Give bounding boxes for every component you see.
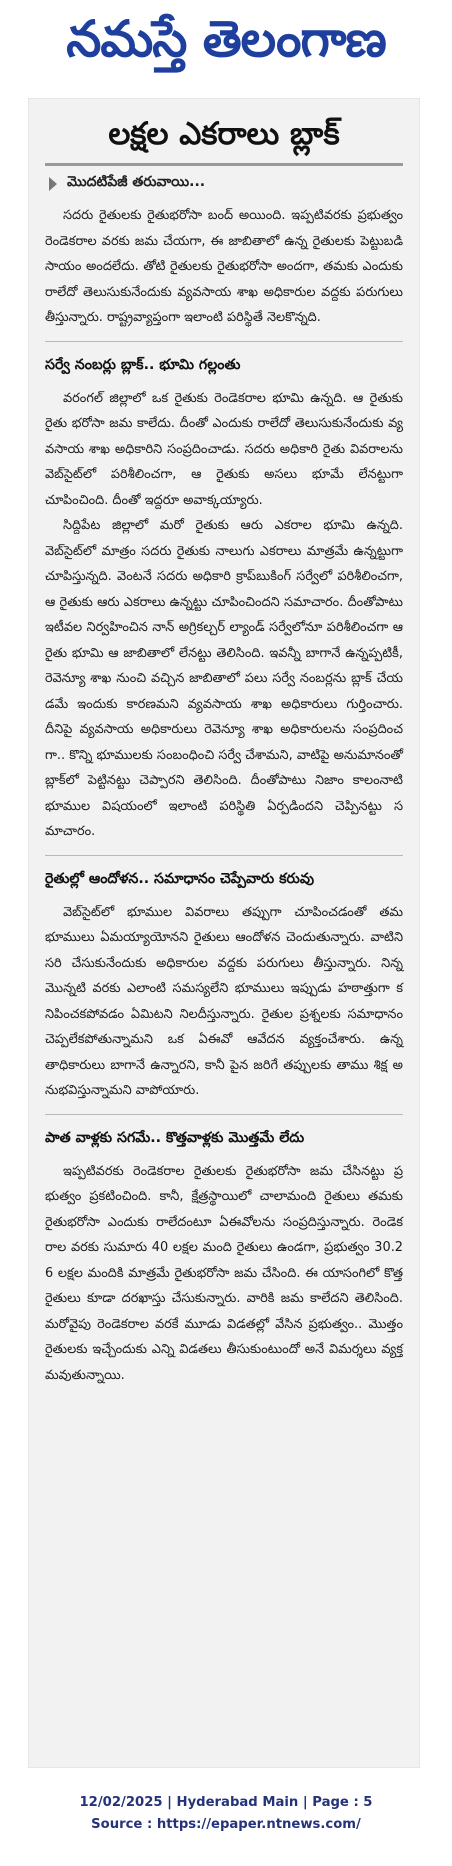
continuation-label: మొదటిపేజీ తరువాయి... — [67, 174, 206, 190]
section-divider — [45, 1114, 403, 1115]
section-paragraph: ఇప్పటివరకు రెండెకరాల రైతులకు రైతుభరోసా జమ చేసినట్టు ప్రభుత్వం ప్రకటించింది. కానీ, క్షేత్రస్థాయిలో చాలామంది రైతులు తమకు రైతుభరోసా ఎందుకు రాలేదంటూ ఏఈవోలను సంప్రదిస్తున్నారు. రెండెకరాల వరకు సుమారు 40 లక్షల మంది రైతులు ఉండగా, ప్రభుత్వం 30.26 లక్షల మందికి మాత్రమే రైతుభరోసా జమ చేసింది. ఈ యాసంగిలో కొత్త రైతులు కూడా దరఖాస్తు చేసుకున్నారు. వారికి జమ కాలేదని తెలిసింది. మరోవైపు రెండెకరాల వరకే మూడు విడతల్లో వేసిన ప్రభుత్వం.. మొత్తం రైతులకు ఇచ్చేందుకు ఎన్ని విడతలు తీసుకుంటుందో అనే విమర్శలు వ్యక్తమవుతున్నాయి. — [45, 1163, 403, 1383]
section-paragraph: వరంగల్ జిల్లాలో ఒక రైతుకు రెండెకరాల భూమి ఉన్నది. ఆ రైతుకు రైతు భరోసా జమ కాలేదు. దీంతో ఎందుకు రాలేదో తెలుసుకునేందుకు వ్యవసాయ శాఖ అధికారిని సంప్రదించాడు. సదరు అధికారి రైతు వివరాలను వెబ్‌సైట్‌లో పరిశీలించగా, ఆ రైతుకు అసలు భూమే లేనట్టుగా చూపించింది. దీంతో ఇద్దరూ అవాక్కయ్యారు. — [45, 390, 403, 508]
newspaper-logo: నమస్తే తెలంగాణ — [66, 10, 386, 68]
section-paragraph: వెబ్‌సైట్‌లో భూముల వివరాలు తప్పుగా చూపించడంతో తమ భూములు ఏమయ్యాయోనని రైతులు ఆందోళన చెందుతున్నారు. వాటిని సరి చేసుకునేందుకు అధికారుల వద్దకు పరుగులు తీస్తున్నారు. నిన్న మొన్నటి వరకు ఎలాంటి సమస్యలేని భూములు ఇప్పుడు హఠాత్తుగా కనిపించకపోవడం ఏమిటని నిలదీస్తున్నారు. రైతుల ప్రశ్నలకు సమాధానం చెప్పలేకపోతున్నామని ఒక ఏఈవో ఆవేదన వ్యక్తంచేశారు. ఉన్నతాధికారులు బాగానే ఉన్నారని, కానీ పైన జరిగే తప్పులకు తాము శిక్ష అనుభవిస్తున్నామని వాపోయారు. — [45, 904, 403, 1098]
intro-paragraph: సదరు రైతులకు రైతుభరోసా బంద్ అయింది. ఇప్పటివరకు ప్రభుత్వం రెండెకరాల వరకు జమ చేయగా, ఈ జాబితాలో ఉన్న రైతులకు పెట్టుబడి సాయం అందలేదు. తోటి రైతులకు రైతుభరోసా అందగా, తమకు ఎందుకు రాలేదో తెలుసుకునేందుకు వ్యవసాయ శాఖ అధికారుల వద్దకు పరుగులు తీస్తున్నారు. రాష్ట్రవ్యాప్తంగా ఇలాంటి పరిస్థితే నెలకొన్నది. — [45, 208, 403, 325]
section-divider — [45, 855, 403, 856]
article-headline: లక్షల ఎకరాలు బ్లాక్ — [108, 116, 340, 152]
section-heading: సర్వే నంబర్లు బ్లాక్.. భూమి గల్లంతు — [45, 356, 241, 373]
edition-date-line: 12/02/2025 | Hyderabad Main | Page : 5 — [79, 1795, 373, 1810]
article-clipping — [28, 98, 420, 1768]
arrow-right-icon — [49, 177, 57, 191]
section-heading: రైతుల్లో ఆందోళన.. సమాధానం చెప్పేవారు కరువు — [45, 870, 314, 887]
continuation-line — [45, 174, 403, 193]
source-link[interactable]: Source : https://epaper.ntnews.com/ — [91, 1817, 361, 1832]
section-heading: పాత వాళ్లకు సగమే.. కొత్తవాళ్లకు మొత్తమే లేదు — [45, 1129, 305, 1146]
headline-divider — [45, 163, 403, 166]
masthead — [0, 0, 452, 78]
page-footer — [0, 1792, 452, 1836]
section-divider — [45, 341, 403, 342]
section-paragraph: సిద్దిపేట జిల్లాలో మరో రైతుకు ఆరు ఎకరాల భూమి ఉన్నది. వెబ్‌సైట్‌లో మాత్రం సదరు రైతుకు నాలుగు ఎకరాలు మాత్రమే ఉన్నట్టుగా చూపిస్తున్నది. వెంటనే సదరు అధికారి క్రాప్‌బుకింగ్ సర్వేలో పరిశీలించగా, ఆ రైతుకు ఆరు ఎకరాలు ఉన్నట్టు చూపించిందని సమాచారం. దీంతోపాటు ఇటీవల నిర్వహించిన నాన్ అగ్రికల్చర్ ల్యాండ్ సర్వేలోనూ పరిశీలించగా ఆ రైతు భూమి ఆ జాబితాలో లేనట్టు తెలిసింది. ఇవన్నీ బాగానే ఉన్నప్పటికీ, రెవెన్యూ శాఖ నుంచి వచ్చిన జాబితాలో పలు సర్వే నంబర్లను బ్లాక్ చేయడమే ఇందుకు కారణమని వ్యవసాయ శాఖ అధికారులు గుర్తించారు. దీనిపై వ్యవసాయ అధికారులు రెవెన్యూ శాఖ అధికారులను సంప్రదించగా.. కొన్ని భూములకు సంబంధించి సర్వే చేశామని, వాటిపై అనుమానంతో బ్లాక్‌లో పెట్టినట్టు చెప్పారని తెలిసింది. దీంతోపాటు నిజాం కాలంనాటి భూముల విషయంలో ఇలాంటి పరిస్థితి ఏర్పడిందని చెప్పినట్టు సమాచారం. — [45, 518, 403, 839]
